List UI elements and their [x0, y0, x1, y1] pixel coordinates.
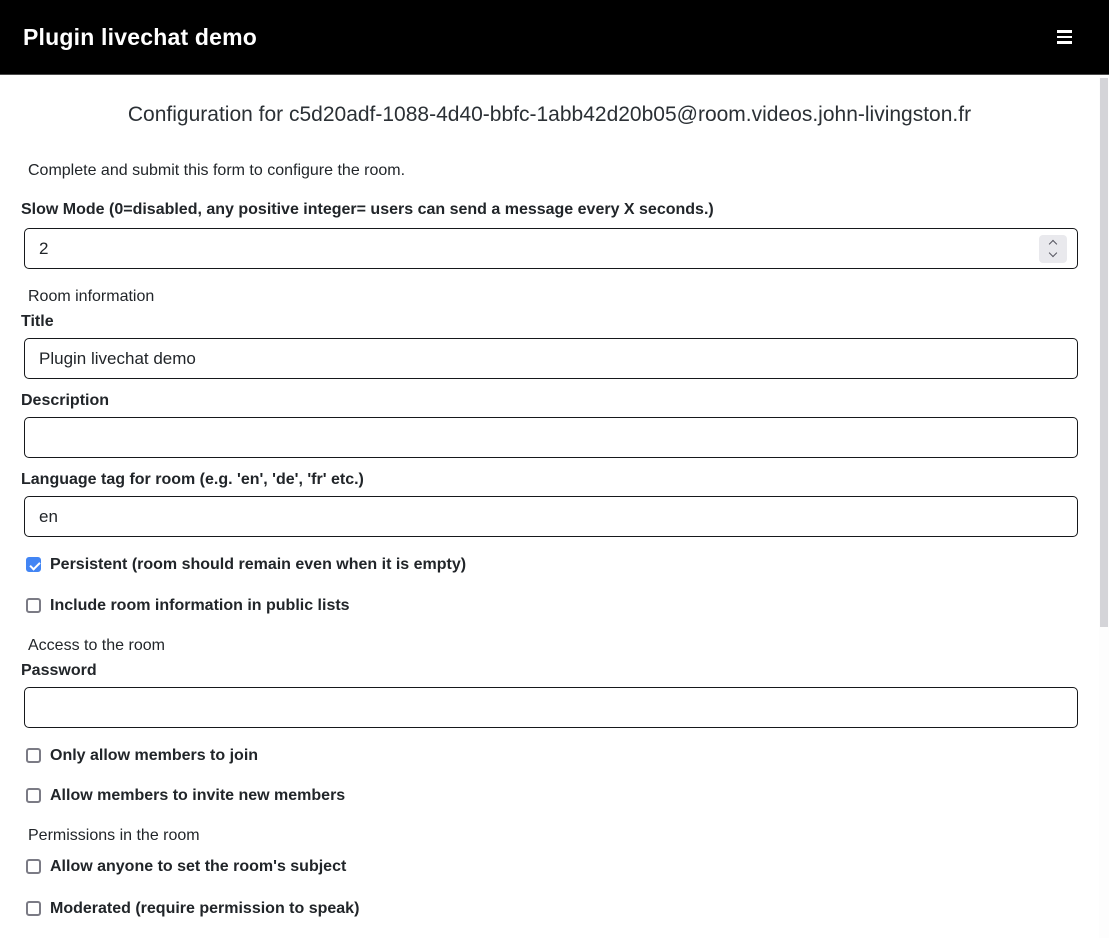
- title-field: [24, 338, 1078, 379]
- form-instructions: Complete and submit this form to configure the room.: [28, 162, 406, 179]
- description-label: Description: [21, 392, 110, 409]
- members-only-row[interactable]: [21, 747, 1078, 764]
- set-subject-row[interactable]: [21, 858, 1078, 875]
- scrollbar[interactable]: [1099, 76, 1109, 938]
- persistent-label: Persistent (room should remain even when it is empty): [50, 556, 467, 573]
- moderated-row[interactable]: [21, 900, 1078, 917]
- language-label: Language tag for room (e.g. 'en', 'de', 'fr' etc.): [21, 471, 364, 488]
- language-input[interactable]: [24, 496, 1078, 537]
- password-label: Password: [21, 662, 97, 679]
- page-title: Configuration for c5d20adf-1088-4d40-bbfc-1abb42d20b05@room.videos.john-livingston.fr: [127, 103, 972, 126]
- persistent-checkbox[interactable]: [26, 557, 41, 572]
- section-access: Access to the room: [28, 637, 165, 654]
- chevron-up-icon: [1049, 240, 1057, 248]
- menu-button[interactable]: [1057, 26, 1072, 48]
- moderated-checkbox[interactable]: [26, 901, 41, 916]
- allow-invites-label: Allow members to invite new members: [50, 787, 346, 804]
- section-room-information: Room information: [28, 288, 155, 305]
- app-title: Plugin livechat demo: [23, 23, 258, 50]
- title-label: Title: [21, 313, 54, 330]
- description-field: [24, 417, 1078, 458]
- room-configuration-page: [0, 102, 1109, 917]
- moderated-label: Moderated (require permission to speak): [50, 900, 360, 917]
- scrollbar-thumb[interactable]: [1100, 78, 1108, 627]
- include-public-checkbox[interactable]: [26, 598, 41, 613]
- include-public-label: Include room information in public lists: [50, 597, 350, 614]
- title-input[interactable]: [24, 338, 1078, 379]
- description-input[interactable]: [24, 417, 1078, 458]
- members-only-checkbox[interactable]: [26, 748, 41, 763]
- set-subject-checkbox[interactable]: [26, 859, 41, 874]
- password-input[interactable]: [24, 687, 1078, 728]
- slow-mode-field: [24, 228, 1078, 269]
- members-only-label: Only allow members to join: [50, 747, 259, 764]
- include-public-row[interactable]: [21, 597, 1078, 614]
- allow-invites-checkbox[interactable]: [26, 788, 41, 803]
- slow-mode-input[interactable]: [24, 228, 1078, 269]
- hamburger-icon: [1057, 30, 1072, 44]
- app-header: [0, 0, 1109, 75]
- room-config-form: [21, 161, 1078, 917]
- persistent-row[interactable]: [21, 556, 1078, 573]
- number-stepper[interactable]: [1039, 235, 1067, 263]
- password-field: [24, 687, 1078, 728]
- language-field: [24, 496, 1078, 537]
- set-subject-label: Allow anyone to set the room's subject: [50, 858, 347, 875]
- chevron-down-icon: [1049, 249, 1057, 257]
- allow-invites-row[interactable]: [21, 787, 1078, 804]
- slow-mode-label: Slow Mode (0=disabled, any positive integer= users can send a message every X seconds.): [21, 201, 714, 218]
- section-permissions: Permissions in the room: [28, 827, 200, 844]
